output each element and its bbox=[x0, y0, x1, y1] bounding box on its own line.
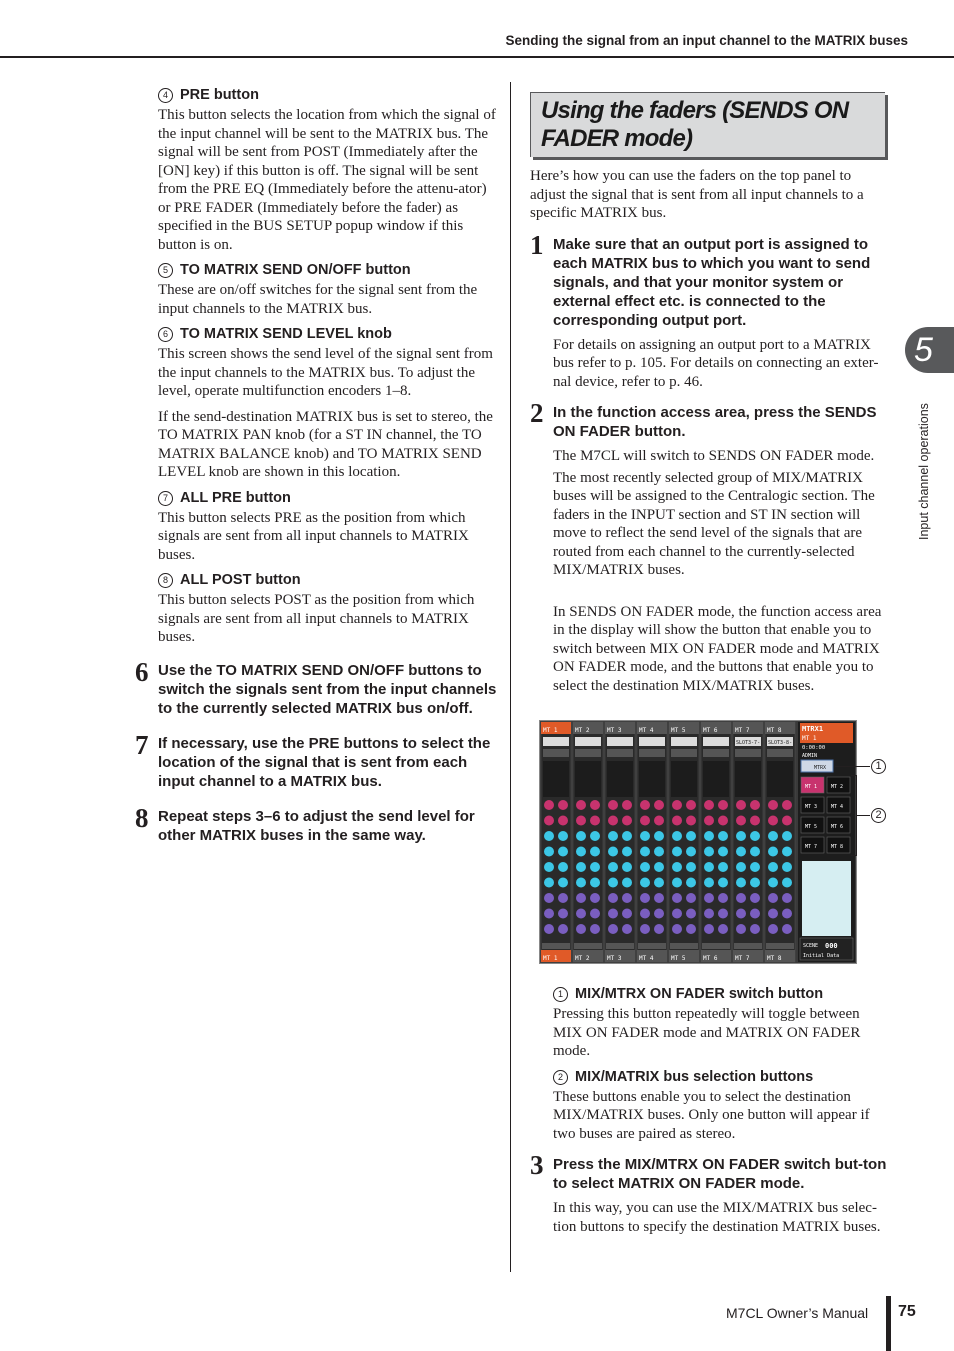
callout-bracket bbox=[851, 775, 857, 776]
send-knob bbox=[654, 847, 664, 857]
send-knob bbox=[686, 862, 696, 872]
send-knob bbox=[558, 816, 568, 826]
patch-field bbox=[671, 737, 697, 746]
bus-button-label: MT 3 bbox=[805, 804, 818, 810]
left-item bbox=[137, 571, 497, 647]
send-knob bbox=[686, 893, 696, 903]
send-knob bbox=[750, 816, 760, 826]
send-knob bbox=[558, 847, 568, 857]
send-knob bbox=[782, 831, 792, 841]
step-detail: For details on assigning an output port to a MATRIX bus refer to p. 105. For details on connecting an exter-nal device, refer to p. 46. bbox=[553, 336, 879, 390]
send-knob bbox=[718, 909, 728, 919]
send-knob bbox=[622, 893, 632, 903]
item-number: 6 bbox=[158, 327, 173, 342]
send-knob bbox=[558, 924, 568, 934]
panel-subtitle: MT 1 bbox=[802, 735, 817, 742]
left-item bbox=[137, 325, 497, 482]
step-detail: The M7CL will switch to SENDS ON FADER mode. bbox=[553, 448, 875, 464]
item-text: This screen shows the send level of the signal sent from the input channels to the MATRIX bus. To adjust the level, operate multifunction encoders 1–8. bbox=[158, 346, 493, 399]
send-knob bbox=[654, 893, 664, 903]
send-knob bbox=[686, 878, 696, 888]
display-screenshot bbox=[539, 720, 857, 964]
step bbox=[135, 729, 497, 791]
scene-number: 000 bbox=[825, 942, 838, 950]
section-intro: Here’s how you can use the faders on the top panel to adjust the signal that is sent from all input channels to a specific MATRIX bus. bbox=[530, 168, 864, 221]
callout-line bbox=[856, 815, 870, 816]
channel-name: MT 1 bbox=[543, 727, 558, 734]
button-row bbox=[671, 749, 697, 757]
fader-strip bbox=[766, 943, 794, 949]
send-knob bbox=[622, 909, 632, 919]
button-row bbox=[767, 749, 793, 757]
send-knob bbox=[590, 847, 600, 857]
item-number: 8 bbox=[158, 573, 173, 588]
send-knob bbox=[654, 862, 664, 872]
time-readout: 0:00:00 bbox=[802, 745, 826, 751]
item-text: Pressing this button repeatedly will toggle between MIX ON FADER mode and MATRIX ON FADER mode. bbox=[553, 1006, 861, 1059]
send-knob bbox=[750, 800, 760, 810]
fader-strip bbox=[734, 943, 762, 949]
button-row bbox=[543, 749, 569, 757]
fader-strip bbox=[574, 943, 602, 949]
send-knob bbox=[558, 831, 568, 841]
step-number: 7 bbox=[135, 729, 149, 760]
send-knob bbox=[590, 924, 600, 934]
send-knob bbox=[576, 862, 586, 872]
user-readout: ADMIN bbox=[802, 753, 818, 759]
send-knob bbox=[590, 816, 600, 826]
send-knob bbox=[750, 847, 760, 857]
chapter-label: Input channel operations bbox=[917, 403, 931, 540]
page-number: 75 bbox=[898, 1303, 916, 1320]
item-title: MIX/MTRX ON FADER switch button bbox=[575, 986, 824, 1002]
button-row bbox=[735, 749, 761, 757]
send-knob bbox=[782, 847, 792, 857]
send-knob bbox=[672, 878, 682, 888]
channel-name: MT 4 bbox=[639, 955, 654, 962]
channel-name: MT 7 bbox=[735, 955, 750, 962]
send-knob bbox=[558, 878, 568, 888]
send-knob bbox=[654, 816, 664, 826]
slot-label: SLOT3-8- bbox=[768, 740, 793, 746]
send-knob bbox=[736, 924, 746, 934]
send-knob bbox=[672, 893, 682, 903]
send-knob bbox=[622, 862, 632, 872]
send-knob bbox=[576, 878, 586, 888]
send-knob bbox=[608, 862, 618, 872]
meter-area bbox=[735, 761, 761, 797]
send-knob bbox=[608, 800, 618, 810]
fader-strip bbox=[606, 943, 634, 949]
step-text: Make sure that an output port is assigned to each MATRIX bus to which you want to send signals, and that your monitor system or external effect etc. is connected to the corresponding output port. bbox=[553, 235, 871, 329]
send-knob bbox=[544, 847, 554, 857]
send-knob bbox=[558, 909, 568, 919]
send-knob bbox=[768, 862, 778, 872]
patch-field bbox=[543, 737, 569, 746]
patch-field bbox=[575, 737, 601, 746]
channel-name: MT 5 bbox=[671, 727, 686, 734]
left-item bbox=[137, 261, 497, 318]
bus-button-label: MT 4 bbox=[831, 804, 844, 810]
send-knob bbox=[622, 831, 632, 841]
send-knob bbox=[622, 924, 632, 934]
send-knob bbox=[718, 831, 728, 841]
send-knob bbox=[640, 847, 650, 857]
send-knob bbox=[750, 831, 760, 841]
channel-name: MT 1 bbox=[543, 955, 558, 962]
send-knob bbox=[608, 893, 618, 903]
item-title: ALL POST button bbox=[180, 572, 301, 588]
step-text: If necessary, use the PRE buttons to select the location of the signal that is sent from each input channel to a MATRIX bus. bbox=[158, 734, 491, 790]
send-knob bbox=[544, 893, 554, 903]
send-knob bbox=[718, 800, 728, 810]
channel-name: MT 6 bbox=[703, 727, 718, 734]
item-number: 7 bbox=[158, 491, 173, 506]
send-knob bbox=[704, 816, 714, 826]
send-knob bbox=[686, 847, 696, 857]
send-knob bbox=[544, 800, 554, 810]
send-knob bbox=[590, 893, 600, 903]
channel-name: MT 6 bbox=[703, 955, 718, 962]
step-text: Repeat steps 3–6 to adjust the send level for other MATRIX buses in the same way. bbox=[158, 807, 475, 844]
send-knob bbox=[640, 816, 650, 826]
send-knob bbox=[736, 847, 746, 857]
send-knob bbox=[750, 862, 760, 872]
section-title: Using the faders (SENDS ON FADER mode) bbox=[541, 97, 849, 152]
fader-strip bbox=[638, 943, 666, 949]
item-text: This button selects PRE as the position from which signals are sent from all input channels to MATRIX buses. bbox=[158, 509, 469, 563]
patch-field bbox=[703, 737, 729, 746]
send-knob bbox=[672, 800, 682, 810]
send-knob bbox=[576, 831, 586, 841]
item-number: 2 bbox=[553, 1070, 568, 1085]
send-knob bbox=[544, 816, 554, 826]
channel-name: MT 8 bbox=[767, 727, 782, 734]
send-knob bbox=[704, 909, 714, 919]
fader-strip bbox=[670, 943, 698, 949]
send-knob bbox=[672, 847, 682, 857]
send-knob bbox=[750, 909, 760, 919]
meter-area bbox=[543, 761, 569, 797]
scene-name: Initial Data bbox=[803, 953, 840, 959]
meter-area bbox=[671, 761, 697, 797]
step-detail: In SENDS ON FADER mode, the function access area in the display will show the button that enable you to switch between MIX ON FADER mode and MATRIX ON FADER mode, and the buttons that enable you to select the destination MIX/MATRIX buses. bbox=[553, 603, 882, 694]
send-knob bbox=[718, 893, 728, 903]
send-knob bbox=[654, 831, 664, 841]
send-knob bbox=[704, 924, 714, 934]
send-knob bbox=[640, 909, 650, 919]
send-knob bbox=[544, 909, 554, 919]
send-knob bbox=[768, 800, 778, 810]
send-knob bbox=[768, 831, 778, 841]
step-number: 3 bbox=[530, 1150, 544, 1180]
bus-button-label: MT 8 bbox=[831, 844, 844, 850]
send-knob bbox=[782, 878, 792, 888]
send-knob bbox=[686, 816, 696, 826]
send-knob bbox=[590, 800, 600, 810]
column-divider bbox=[510, 82, 511, 1272]
send-knob bbox=[640, 893, 650, 903]
send-knob bbox=[622, 816, 632, 826]
send-knob bbox=[672, 831, 682, 841]
bus-button-label: MT 1 bbox=[805, 784, 818, 790]
chapter-tab bbox=[905, 327, 954, 373]
send-knob bbox=[782, 816, 792, 826]
item-text: These buttons enable you to select the destination MIX/MATRIX buses. Only one button will appear if two buses are paired as stereo. bbox=[553, 1088, 870, 1142]
send-knob bbox=[640, 862, 650, 872]
step-number: 2 bbox=[530, 398, 544, 428]
send-knob bbox=[704, 862, 714, 872]
send-knob bbox=[622, 847, 632, 857]
item-title: TO MATRIX SEND LEVEL knob bbox=[180, 326, 392, 342]
send-knob bbox=[558, 862, 568, 872]
channel-name: MT 8 bbox=[767, 955, 782, 962]
meter-area bbox=[607, 761, 633, 797]
right-column bbox=[530, 92, 890, 702]
send-knob bbox=[654, 800, 664, 810]
send-knob bbox=[640, 800, 650, 810]
send-knob bbox=[686, 909, 696, 919]
send-knob bbox=[608, 909, 618, 919]
send-knob bbox=[544, 862, 554, 872]
send-knob bbox=[718, 878, 728, 888]
send-knob bbox=[576, 816, 586, 826]
send-knob bbox=[718, 847, 728, 857]
channel-name: MT 2 bbox=[575, 955, 590, 962]
channel-name: MT 3 bbox=[607, 727, 622, 734]
screenshot-graphic bbox=[540, 721, 856, 963]
step-detail: The most recently selected group of MIX/MATRIX buses will be assigned to the Centralogic section. The faders in the INPUT section and ST IN section will move to reflect the send level of the signals that are routed from each channel to the currently-selected MIX/MATRIX buses. bbox=[553, 469, 875, 578]
send-knob bbox=[576, 909, 586, 919]
send-knob bbox=[558, 893, 568, 903]
send-knob bbox=[544, 878, 554, 888]
callout-line bbox=[835, 766, 870, 767]
item-text: If the send-destination MATRIX bus is set to stereo, the TO MATRIX PAN knob (for a ST IN channel, the TO MATRIX BALANCE knob) and TO MATRIX SEND LEVEL knob are shown in this location. bbox=[158, 408, 493, 480]
slot-label: SLOT3-7- bbox=[736, 740, 761, 746]
left-item bbox=[137, 86, 497, 254]
send-knob bbox=[768, 893, 778, 903]
patch-field bbox=[639, 737, 665, 746]
step bbox=[530, 398, 890, 441]
panel-title: MTRX1 bbox=[802, 725, 824, 733]
meter-area bbox=[575, 761, 601, 797]
send-knob bbox=[736, 909, 746, 919]
send-knob bbox=[782, 924, 792, 934]
left-column bbox=[137, 86, 497, 857]
send-knob bbox=[718, 924, 728, 934]
step-text: In the function access area, press the SENDS ON FADER button. bbox=[553, 404, 877, 440]
step bbox=[135, 802, 497, 845]
bus-button-label: MT 6 bbox=[831, 824, 844, 830]
send-knob bbox=[782, 893, 792, 903]
send-knob bbox=[736, 831, 746, 841]
send-knob bbox=[608, 847, 618, 857]
footer-title: M7CL Owner’s Manual bbox=[726, 1305, 869, 1321]
step-detail: In this way, you can use the MIX/MATRIX bus selec-tion buttons to specify the destination MATRIX buses. bbox=[553, 1200, 881, 1235]
send-knob bbox=[704, 893, 714, 903]
send-knob bbox=[654, 909, 664, 919]
send-knob bbox=[590, 862, 600, 872]
step bbox=[135, 656, 497, 718]
item-number: 5 bbox=[158, 263, 173, 278]
send-knob bbox=[750, 924, 760, 934]
send-knob bbox=[782, 909, 792, 919]
step-text: Use the TO MATRIX SEND ON/OFF buttons to switch the signals sent from the input channels to the currently selected MATRIX bus on/off. bbox=[158, 661, 497, 717]
send-knob bbox=[640, 924, 650, 934]
step-text: Press the MIX/MTRX ON FADER switch but-ton to select MATRIX ON FADER mode. bbox=[553, 1156, 887, 1192]
send-knob bbox=[750, 878, 760, 888]
item-number: 4 bbox=[158, 88, 173, 103]
send-knob bbox=[672, 816, 682, 826]
send-knob bbox=[590, 831, 600, 841]
send-knob bbox=[590, 878, 600, 888]
send-knob bbox=[704, 847, 714, 857]
item-title: TO MATRIX SEND ON/OFF button bbox=[180, 262, 411, 278]
right-column-lower bbox=[530, 985, 890, 1243]
send-knob bbox=[608, 878, 618, 888]
button-row bbox=[575, 749, 601, 757]
header-rule bbox=[0, 56, 954, 58]
send-knob bbox=[576, 800, 586, 810]
step-number: 6 bbox=[135, 656, 149, 687]
step-number: 1 bbox=[530, 229, 544, 260]
send-knob bbox=[782, 862, 792, 872]
channel-name: MT 3 bbox=[607, 955, 622, 962]
send-knob bbox=[608, 924, 618, 934]
fader-strip bbox=[542, 943, 570, 949]
send-knob bbox=[608, 831, 618, 841]
send-knob bbox=[736, 878, 746, 888]
left-item bbox=[137, 489, 497, 565]
meter-area bbox=[767, 761, 793, 797]
send-knob bbox=[672, 909, 682, 919]
item-number: 1 bbox=[553, 987, 568, 1002]
chapter-number: 5 bbox=[914, 331, 933, 369]
send-knob bbox=[736, 893, 746, 903]
mix-mtrx-toggle-label: MTRX bbox=[814, 765, 827, 771]
send-knob bbox=[768, 924, 778, 934]
send-knob bbox=[704, 831, 714, 841]
item-title: ALL PRE button bbox=[180, 489, 291, 506]
send-knob bbox=[640, 831, 650, 841]
send-knob bbox=[718, 816, 728, 826]
bus-button-label: MT 2 bbox=[831, 784, 844, 790]
send-knob bbox=[622, 800, 632, 810]
channel-name: MT 5 bbox=[671, 955, 686, 962]
button-row bbox=[607, 749, 633, 757]
send-knob bbox=[736, 862, 746, 872]
send-knob bbox=[576, 847, 586, 857]
step bbox=[530, 229, 890, 330]
send-knob bbox=[736, 816, 746, 826]
send-knob bbox=[768, 816, 778, 826]
send-knob bbox=[768, 847, 778, 857]
button-row bbox=[639, 749, 665, 757]
step bbox=[530, 1150, 890, 1193]
item-text: These are on/off switches for the signal sent from the input channels to the MATRIX bus. bbox=[158, 282, 478, 317]
send-knob bbox=[558, 800, 568, 810]
scene-label: SCENE bbox=[803, 943, 819, 949]
send-knob bbox=[576, 893, 586, 903]
fader-strip bbox=[702, 943, 730, 949]
channel-name: MT 2 bbox=[575, 727, 590, 734]
patch-field bbox=[607, 737, 633, 746]
send-knob bbox=[704, 878, 714, 888]
panel-empty-area bbox=[802, 861, 851, 936]
send-knob bbox=[608, 816, 618, 826]
send-knob bbox=[768, 909, 778, 919]
send-knob bbox=[782, 800, 792, 810]
send-knob bbox=[704, 800, 714, 810]
meter-area bbox=[639, 761, 665, 797]
channel-name: MT 4 bbox=[639, 727, 654, 734]
send-knob bbox=[654, 878, 664, 888]
callout-bracket bbox=[851, 855, 857, 856]
item-title: MIX/MATRIX bus selection buttons bbox=[575, 1068, 814, 1085]
send-knob bbox=[622, 878, 632, 888]
send-knob bbox=[768, 878, 778, 888]
send-knob bbox=[544, 831, 554, 841]
item-text: This button selects POST as the position from which signals are sent from all input channels to MATRIX buses. bbox=[158, 592, 475, 645]
item-text: This button selects the location from which the signal of the input channel will be sent to the MATRIX bus. The signal will be sent from POST (Immediately after the [ON] key) if this button is off. The signal will be sent from the PRE EQ (Immediately before the attenu-ator) or PRE FADER (Immediately before the fader) as specified in the BUS SETUP popup window if this button is on. bbox=[158, 107, 496, 253]
send-knob bbox=[654, 924, 664, 934]
send-knob bbox=[590, 909, 600, 919]
send-knob bbox=[750, 893, 760, 903]
send-knob bbox=[544, 924, 554, 934]
footer-bar bbox=[886, 1296, 891, 1351]
callout-1: 1 bbox=[871, 759, 886, 774]
send-knob bbox=[736, 800, 746, 810]
bus-button-label: MT 5 bbox=[805, 824, 818, 830]
send-knob bbox=[718, 862, 728, 872]
send-knob bbox=[640, 878, 650, 888]
send-knob bbox=[672, 862, 682, 872]
running-header: Sending the signal from an input channel to the MATRIX buses bbox=[505, 33, 908, 48]
send-knob bbox=[576, 924, 586, 934]
meter-area bbox=[703, 761, 729, 797]
section-heading bbox=[530, 92, 885, 157]
step-number: 8 bbox=[135, 802, 149, 833]
callout-2: 2 bbox=[871, 808, 886, 823]
item-title: PRE button bbox=[180, 87, 259, 103]
send-knob bbox=[686, 831, 696, 841]
bus-button-label: MT 7 bbox=[805, 844, 818, 850]
send-knob bbox=[686, 800, 696, 810]
send-knob bbox=[672, 924, 682, 934]
channel-name: MT 7 bbox=[735, 727, 750, 734]
send-knob bbox=[686, 924, 696, 934]
button-row bbox=[703, 749, 729, 757]
